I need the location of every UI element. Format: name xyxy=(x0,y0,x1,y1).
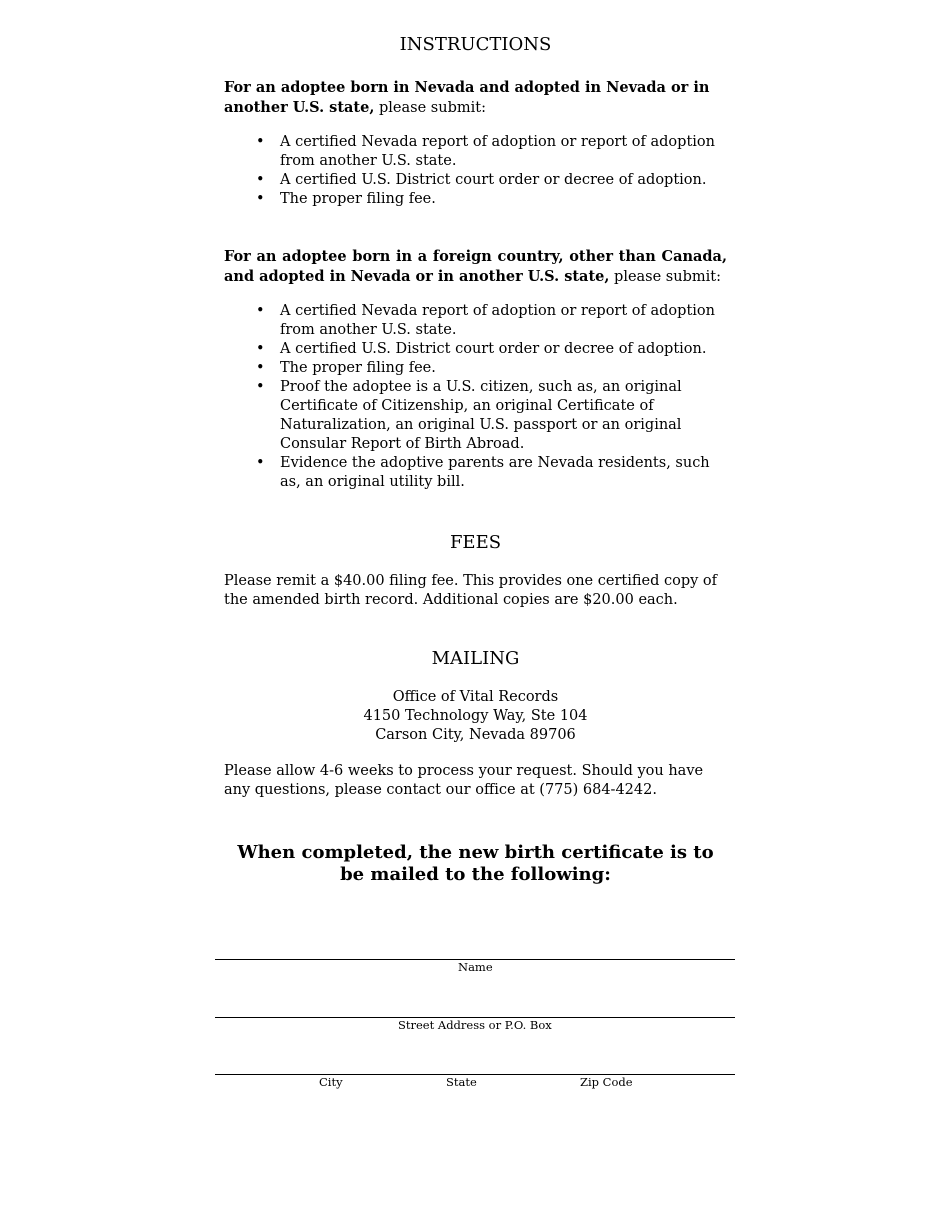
mailing-heading: MAILING xyxy=(431,648,520,669)
fees-heading: FEES xyxy=(449,532,502,553)
address-line: Office of Vital Records xyxy=(392,689,559,705)
list-item: • Evidence the adoptive parents are Nevada residents, such as, an original utility bill. xyxy=(224,454,727,492)
list-item: • The proper filing fee. xyxy=(224,190,727,209)
section2-list xyxy=(224,302,727,492)
address-line: 4150 Technology Way, Ste 104 xyxy=(363,708,588,724)
list-item: • A certified U.S. District court order or decree of adoption. xyxy=(224,340,727,359)
zip-label: Zip Code xyxy=(580,1075,633,1089)
city-label: City xyxy=(319,1075,343,1089)
list-item: • Proof the adoptee is a U.S. citizen, such as, an original Certificate of Citizenship, an original Certificate of Naturalization, an original U.S. passport or an original Consular Report of Birth Abroad. xyxy=(224,378,727,454)
address-line: Carson City, Nevada 89706 xyxy=(375,727,576,743)
section2-lead: For an adoptee born in a foreign country, other than Canada, and adopted in Nevada or in another U.S. state, xyxy=(224,248,727,285)
list-item: • A certified Nevada report of adoption or report of adoption from another U.S. state. xyxy=(224,302,727,340)
name-label: Name xyxy=(458,960,493,974)
fees-text: Please remit a $40.00 filing fee. This provides one certified copy of the amended birth record. Additional copies are $20.00 each. xyxy=(224,573,718,608)
list-item: • A certified Nevada report of adoption or report of adoption from another U.S. state. xyxy=(224,133,727,171)
mailing-address xyxy=(224,688,727,745)
state-label: State xyxy=(446,1075,477,1089)
section2-intro xyxy=(224,247,727,287)
list-item: • A certified U.S. District court order or decree of adoption. xyxy=(224,171,727,190)
section2-lead-rest: please submit: xyxy=(609,269,721,285)
form-title: When completed, the new birth certificate is to be mailed to the following: xyxy=(237,842,714,885)
street-label: Street Address or P.O. Box xyxy=(398,1018,552,1032)
section1-list xyxy=(224,133,727,209)
list-item: • The proper filing fee. xyxy=(224,359,727,378)
section1-intro xyxy=(224,78,727,118)
instructions-heading: INSTRUCTIONS xyxy=(399,34,552,55)
section1-lead-rest: please submit: xyxy=(374,100,486,116)
mailing-note: Please allow 4-6 weeks to process your request. Should you have any questions, please contact our office at (775) 684-4242. xyxy=(224,763,704,798)
section1-lead: For an adoptee born in Nevada and adopted in Nevada or in another U.S. state, xyxy=(224,79,710,116)
